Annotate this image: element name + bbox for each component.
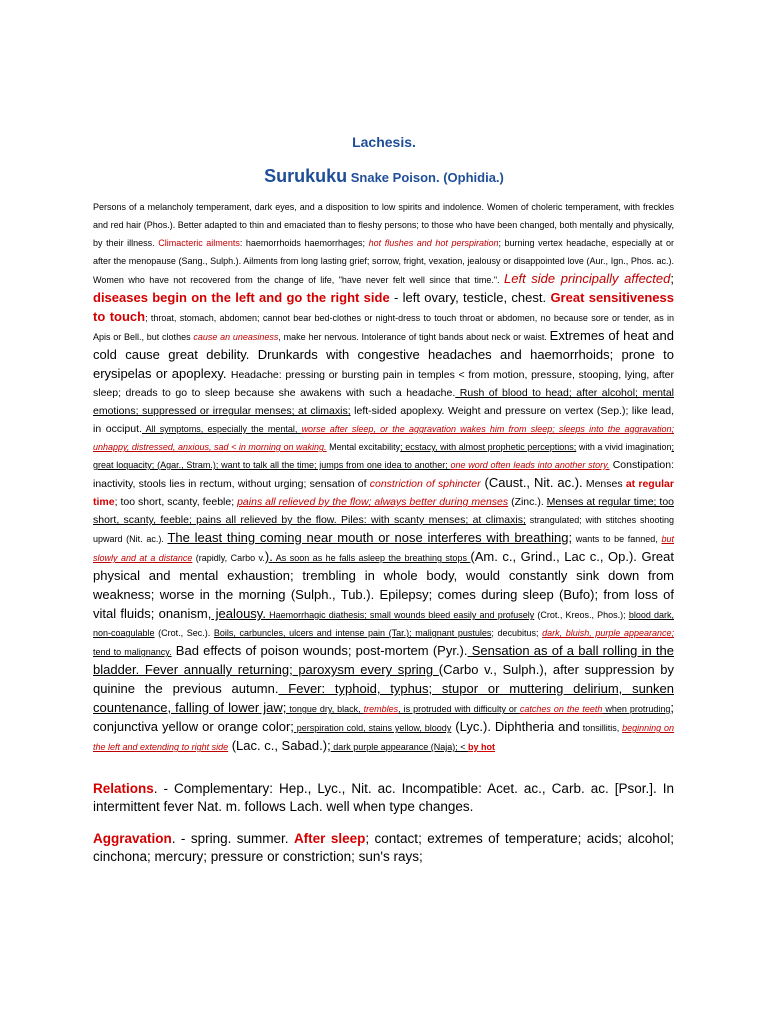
body-text-run: dark, bluish, purple appearance;: [542, 628, 674, 638]
subtitle-main: Surukuku: [264, 166, 348, 186]
body-text-run: constriction of sphincter: [369, 478, 481, 490]
body-text-run: Headache: pressing or bursting pain in temples < from motion, pressure, stooping, lying, after sleep; dreads to go to sleep because she awakens with such a headache.: [93, 369, 675, 399]
body-text-run: ; burning vertex headache, especially at or after the menopause (Sang., Sulph.). Ailments from long lasting grief; sorrow, fright, vexation, jealousy or disappointed love (Aur., Ign., Phos. ac.). Women who have not recovered from the change of life, "have never felt well since that time.".: [93, 238, 674, 285]
body-text-run: catches on the teeth: [519, 704, 603, 714]
body-text-run: (Lyc.). Diphtheria and: [451, 719, 580, 734]
body-text-run: ; decubitus;: [491, 628, 543, 638]
body-text-run: Persons of a melancholy temperament, dark eyes, and a disposition to low spirits and indolence. Women of choleric temperament, with freckles and red hair (Phos.). Better adapted to thin and emaciated than to fleshy persons; to those who have been changed, both mentally and physically, by their illness.: [93, 202, 674, 248]
body-text-run: Constipation: inactivity, stools lies in rectum, without urging; sensation of: [93, 459, 674, 490]
body-text-run: - left ovary, testicle, chest.: [389, 290, 551, 305]
body-text-run: ;: [670, 271, 674, 286]
body-text-run: Sensation as of a ball rolling in the bladder. Fever annually returning; paroxysm every spring: [93, 643, 674, 677]
body-text-run: dark purple appearance (Naja); <: [330, 742, 469, 752]
body-text-run: (Lac. c., Sabad.);: [228, 738, 331, 753]
body-text-run: diseases begin on the left and go the right side: [93, 290, 390, 305]
relations-text: . - Complementary: Hep., Lyc., Nit. ac. Incompatible: Acet. ac., Carb. ac. [Psor.]. In intermittent fever Nat. m. follows Lach. well when type changes.: [93, 781, 674, 814]
body-text-run: ; too short, scanty, feeble;: [114, 496, 238, 508]
body-text-run: when protruding: [602, 704, 671, 714]
body-text-run: Boils, carbuncles, ulcers and intense pain (Tar.); malignant pustules: [213, 628, 492, 638]
body-text-run: blood dark, non-coagulable: [93, 610, 674, 638]
body-text-run: Piles: with scanty menses; at climaxis;: [336, 514, 526, 526]
body-text-run: hot flushes and hot perspiration: [368, 238, 499, 248]
body-text-run: Great sensitiveness to touch: [93, 290, 674, 324]
body-text-run: The least thing coming near mouth or nose interferes with breathing;: [167, 530, 573, 545]
body-text-run: tonsillitis,: [579, 723, 623, 733]
body-text-run: tongue dry, black,: [286, 704, 364, 714]
body-text-run: (Am. c., Grind., Lac c., Op.). Great physical and mental exhaustion; trembling in whole body, would constantly sink down from weakness; worse in the morning (Sulph., Tub.). Epilepsy; comes during sleep (Bufo); from loss of vital fluids; onanism,: [93, 549, 674, 621]
body-text-run: (rapidly, Carbo v.: [192, 553, 265, 563]
body-text-run: ; conjunctiva yellow or orange color;: [93, 700, 674, 734]
body-text-run: one word often leads into another story.: [450, 460, 610, 470]
body-text-run: Haemorrhagic diathesis; small wounds bleed easily and profusely: [265, 610, 535, 620]
body-text-run: ; great loquacity; (Agar., Stram.); want to talk all the time; jumps from one idea to another;: [93, 442, 674, 470]
subtitle-rest: Snake Poison. (Ophidia.): [347, 170, 504, 185]
body-text-run: Extremes of heat and cold cause great debility. Drunkards with congestive headaches and haemorrhoids; prone to erysipelas or apoplexy.: [93, 328, 674, 381]
body-text-run: beginning on the left and extending to right side: [93, 723, 675, 752]
aggravation-text-2: ; contact; extremes of temperature; acids; alcohol; cinchona; mercury; pressure or constriction; sun's rays;: [93, 831, 674, 864]
body-text-run: ; ecstacy, with almost prophetic perceptions;: [400, 442, 577, 452]
materia-medica-paragraph: [93, 198, 674, 756]
body-text-run: but slowly and at a distance: [93, 534, 674, 563]
body-text-run: Left side principally affected: [504, 271, 671, 286]
relations-paragraph: [93, 780, 674, 816]
body-text-run: left-sided apoplexy. Weight and pressure on vertex (Sep.); like lead, in occiput.: [93, 405, 674, 435]
aggravation-paragraph: [93, 830, 674, 866]
body-text-run: tend to malignancy.: [93, 647, 172, 657]
body-text-run: pains all relieved by the flow; always better during menses: [237, 496, 509, 508]
remedy-subtitle: [0, 166, 768, 187]
body-text-run: strangulated; with stitches shooting upward (Nit. ac.).: [93, 515, 674, 544]
body-text-run: (Crot., Kreos., Phos.);: [534, 610, 629, 620]
body-text-run: with a vivid imagination: [576, 442, 672, 452]
body-text-run: As soon as he falls asleep the breathing stops: [272, 553, 471, 563]
body-text-run: perspiration cold, stains yellow, bloody: [293, 723, 452, 733]
aggravation-emphasis: After sleep: [293, 831, 366, 846]
remedy-title: Lachesis.: [352, 134, 416, 150]
body-text-run: , is protruded with difficulty or: [398, 704, 520, 714]
relations-label: Relations: [93, 781, 154, 796]
body-text-run: (Zinc.).: [508, 496, 547, 508]
body-text-run: Rush of blood to head; after alcohol; mental emotions; suppressed or irregular menses; at climaxis;: [93, 387, 674, 417]
body-text-run: , make her nervous. Intolerance of tight bands about neck or waist.: [278, 332, 550, 342]
body-text-run: ).: [264, 549, 273, 564]
aggravation-text-1: . - spring. summer.: [171, 831, 294, 846]
body-text-run: Menses: [582, 478, 626, 490]
body-text-run: Menses at regular time; too short, scanty, feeble; pains all relieved by the flow.: [93, 496, 674, 526]
body-text-run: worse after sleep, or the aggravation wakes him from sleep; sleeps into the aggravation; unhappy, distressed, anxious, sad < in morning on waking.: [93, 424, 674, 452]
body-text-run: at regular time: [93, 478, 674, 508]
body-text-run: (Crot., Sec.).: [154, 628, 214, 638]
body-text-run: cause an uneasiness: [193, 332, 279, 342]
body-text-run: by hot: [468, 742, 496, 752]
body-text-run: Fever: typhoid, typhus; stupor or muttering delirium, sunken countenance, falling of lower jaw;: [93, 681, 674, 715]
body-text-run: ; throat, stomach, abdomen; cannot bear bed-clothes or night-dress to touch throat or abdomen, no because sore or tender, as in Apis or Bell., but clothes: [93, 313, 675, 342]
aggravation-label: Aggravation: [93, 831, 172, 846]
body-text-run: trembles: [363, 704, 399, 714]
body-text-run: Bad effects of poison wounds; post-mortem (Pyr.).: [171, 643, 468, 658]
body-text-run: All symptoms, especially the mental,: [141, 424, 302, 434]
body-text-run: wants to be fanned,: [572, 534, 662, 544]
body-text-run: jealousy.: [211, 606, 266, 621]
body-text-run: : haemorrhoids haemorrhages;: [239, 238, 369, 248]
body-text-run: Mental excitability: [326, 442, 401, 452]
body-text-run: (Carbo v., Sulph.), after suppression by quinine the previous autumn.: [93, 662, 674, 696]
body-text-run: (Caust., Nit. ac.).: [480, 475, 583, 490]
body-text-run: Climacteric ailments: [158, 238, 240, 248]
